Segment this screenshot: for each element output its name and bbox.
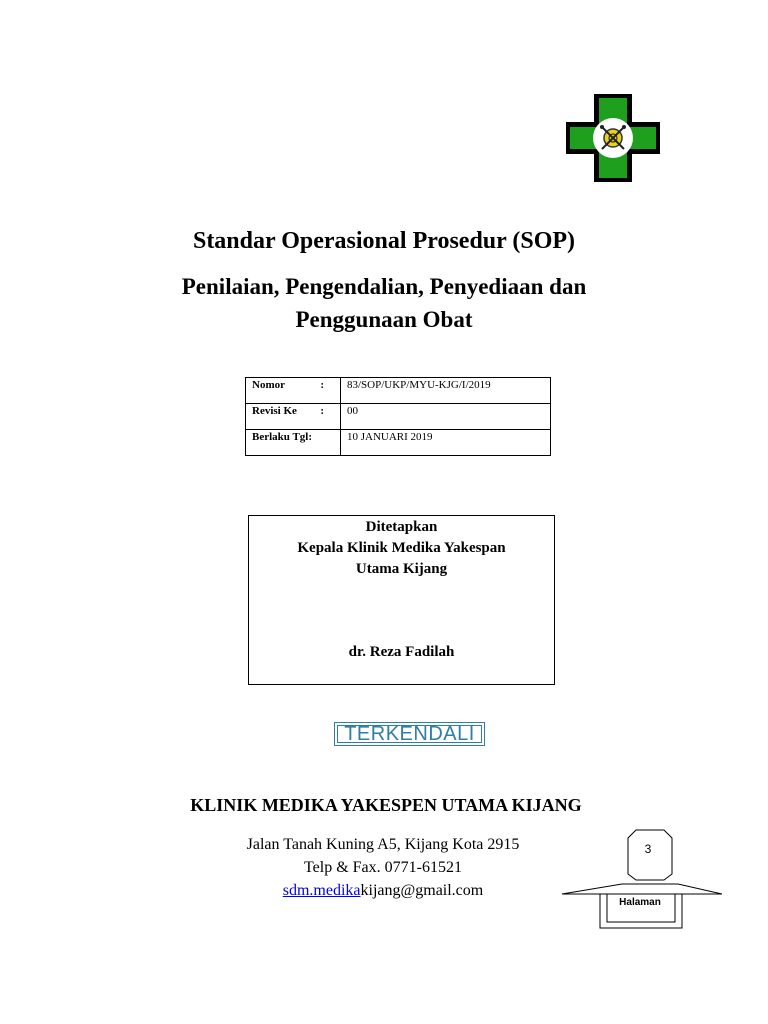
phone-line: Telp & Fax. 0771-61521 [304, 859, 462, 876]
approval-line-1: Ditetapkan [365, 519, 438, 535]
info-value: 83/SOP/UKP/MYU-KJG/I/2019 [347, 379, 491, 391]
signatory-name: dr. Reza Fadilah [348, 644, 455, 660]
email-rest: kijang@gmail.com [360, 882, 484, 899]
info-value: 10 JANUARI 2019 [347, 431, 433, 443]
info-value-cell [341, 404, 551, 430]
info-value-cell [341, 378, 551, 404]
address-line: Jalan Tanah Kuning A5, Kijang Kota 2915 [246, 836, 520, 853]
email-link[interactable]: sdm.medika [282, 882, 361, 899]
approval-line-2: Kepala Klinik Medika Yakespan [297, 540, 506, 556]
approval-box [248, 515, 555, 685]
clinic-name: KLINIK MEDIKA YAKESPEN UTAMA KIJANG [190, 795, 582, 815]
clinic-logo-icon [564, 92, 662, 184]
controlled-stamp [334, 722, 485, 746]
subtitle-line-1: Penilaian, Pengendalian, Penyediaan dan [181, 274, 587, 299]
stamp-inner-border [337, 725, 482, 743]
page-number: 3 [644, 842, 652, 856]
document-info-table [245, 377, 551, 456]
subtitle-line-2: Penggunaan Obat [295, 307, 473, 332]
document-subtitle [134, 270, 634, 336]
info-label: Berlaku Tgl: [252, 431, 313, 443]
info-label-cell [246, 404, 341, 430]
document-title: Standar Operasional Prosedur (SOP) [192, 228, 576, 254]
clinic-address [150, 833, 616, 902]
stamp-text: TERKENDALI [344, 723, 475, 745]
info-label-cell [246, 378, 341, 404]
approval-line-3: Utama Kijang [355, 561, 448, 577]
email-line [150, 879, 616, 902]
info-value-cell [341, 430, 551, 456]
info-label: Nomor [252, 379, 285, 391]
table-row [246, 378, 551, 404]
table-row [246, 404, 551, 430]
info-colon: : [320, 405, 324, 417]
page-label: Halaman [619, 897, 661, 908]
info-colon: : [320, 379, 324, 391]
table-row [246, 430, 551, 456]
info-label: Revisi Ke [252, 405, 297, 417]
info-label-cell [246, 430, 341, 456]
info-value: 00 [347, 405, 358, 417]
